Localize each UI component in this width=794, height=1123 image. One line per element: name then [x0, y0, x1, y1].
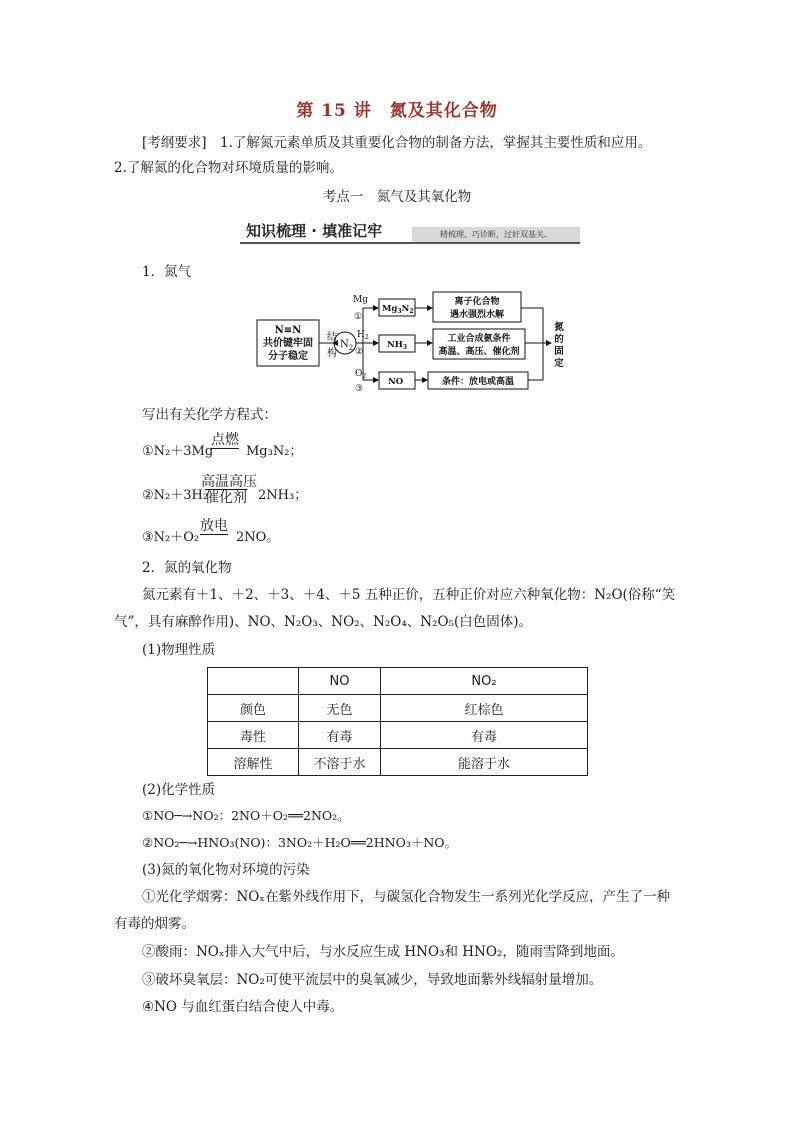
physical-heading: (1)物理性质 [142, 642, 216, 658]
table-header-cell [208, 668, 299, 695]
product1-text: $Mg_3N_2$ [382, 304, 414, 315]
table-header-row [208, 668, 588, 695]
env-item-1-line1: ①光化学烟雾：NOₓ在紫外线作用下，与碳氢化合物发生一系列光化学反应，产生了一种 [142, 889, 671, 905]
n2-label: $N_2$ [340, 339, 354, 352]
equation-2-condition-bottom: 催化剂 [205, 490, 247, 506]
table-cell: 能溶于水 [381, 749, 588, 776]
section-banner [240, 219, 580, 245]
note3-text: 条件：放电或高温 [441, 377, 515, 387]
chemical-heading: (2)化学性质 [142, 782, 216, 798]
table-row [208, 749, 588, 776]
heading-nitrogen: 1．氮气 [142, 264, 192, 280]
fixation-4: 定 [554, 358, 564, 369]
equation-1-rhs: Mg₃N₂； [246, 444, 303, 459]
nitrogen-diagram [255, 290, 585, 400]
requirements-label: [考纲要求] [142, 135, 207, 151]
fixation-2: 的 [554, 334, 564, 345]
table-header-cell: NO [299, 668, 381, 695]
chem-reaction-1: ①NO─→NO₂：2NO＋O₂══2NO₂。 [142, 808, 350, 823]
equations-intro: 写出有关化学方程式： [142, 407, 277, 423]
branch1-num: ① [354, 312, 363, 322]
note2-line1: 工业合成氨条件 [447, 334, 511, 344]
env-item-1-line2: 有毒的烟雾。 [114, 916, 195, 932]
banner-title: 知识梳理 · 填准记牢 [246, 222, 383, 240]
product3-text: NO [388, 377, 404, 387]
requirements-line2: 2.了解氮的化合物对环境质量的影响。 [114, 160, 343, 176]
table-cell: 不溶于水 [299, 749, 381, 776]
table-row [208, 722, 588, 749]
table-cell: 红棕色 [381, 695, 588, 722]
note1-line1: 离子化合物 [454, 297, 500, 307]
equation-2-rhs: 2NH₃； [258, 488, 308, 503]
table-cell: 颜色 [208, 695, 299, 722]
env-item-2: ②酸雨：NOₓ排入大气中后，与水反应生成 HNO₃和 HNO₂，随雨雪降到地面。 [142, 944, 624, 960]
branch2-num: ② [355, 347, 364, 357]
equation-2-lhs: ②N₂＋3H₂ [142, 488, 209, 503]
note2-line2: 高温、高压、催化剂 [438, 347, 520, 357]
equation-2-condition-top: 高温高压 [201, 474, 257, 490]
env-heading: (3)氮的氧化物对环境的污染 [142, 862, 310, 878]
section-title: 考点一 氮气及其氧化物 [322, 189, 472, 205]
structure-text-1: N≡N [274, 325, 302, 336]
table-cell: 溶解性 [208, 749, 299, 776]
equation-3-lhs: ③N₂＋O₂ [142, 530, 200, 545]
structure-label-2: 构 [327, 348, 337, 359]
table-cell: 有毒 [381, 722, 588, 749]
chem-reaction-2: ②NO₂─→HNO₃(NO)：3NO₂＋H₂O══2HNO₃＋NO。 [142, 835, 458, 850]
table-cell: 毒性 [208, 722, 299, 749]
fixation-1: 氮 [554, 322, 564, 333]
structure-text-3: 分子稳定 [268, 351, 308, 362]
banner-rule [240, 242, 580, 244]
equation-3-condition: 放电 [200, 518, 228, 534]
env-item-4: ④NO 与血红蛋白结合使人中毒。 [142, 999, 344, 1015]
equation-1-condition: 点燃 [211, 432, 239, 448]
oxides-intro-line2: 气”，具有麻醉作用)、NO、N₂O₃、NO₂、N₂O₄、N₂O₅(白色固体)。 [114, 614, 532, 630]
page-title: 第 15 讲 氮及其化合物 [296, 101, 498, 121]
structure-label-1: 结 [327, 332, 337, 343]
banner-tagline: 精梳理、巧诊断，过好双基关。 [412, 227, 580, 242]
heading-oxides: 2．氮的氧化物 [142, 560, 232, 576]
requirements-line1 [142, 133, 651, 153]
branch2-reagent: $H_2$ [357, 330, 369, 341]
note1-line2: 遇水强烈水解 [449, 310, 505, 320]
physical-properties-table [207, 667, 588, 776]
table-header-cell: NO₂ [381, 668, 588, 695]
env-item-3: ③破坏臭氧层：NO₂可使平流层中的臭氧减少，导致地面紫外线辐射量增加。 [142, 972, 603, 988]
table-cell: 无色 [299, 695, 381, 722]
table-cell: 有毒 [299, 722, 381, 749]
equation-1 [142, 440, 213, 459]
oxides-intro-line1: 氮元素有＋1、＋2、＋3、＋4、＋5 五种正价，五种正价对应六种氧化物：N₂O(俗称“笑 [142, 587, 676, 603]
fixation-3: 固 [554, 346, 564, 357]
equation-1-lhs: ①N₂＋3Mg [142, 444, 214, 459]
branch3-reagent: $O_2$ [355, 369, 367, 380]
equation-3-rhs: 2NO。 [236, 530, 280, 545]
branch1-reagent: Mg [353, 295, 368, 305]
product2-text: $NH_3$ [387, 340, 407, 351]
requirements-text1: 1.了解氮元素单质及其重要化合物的制备方法，掌握其主要性质和应用。 [220, 135, 652, 151]
branch3-num: ③ [355, 384, 364, 394]
table-row [208, 695, 588, 722]
structure-text-2: 共价键牢固 [263, 338, 313, 349]
